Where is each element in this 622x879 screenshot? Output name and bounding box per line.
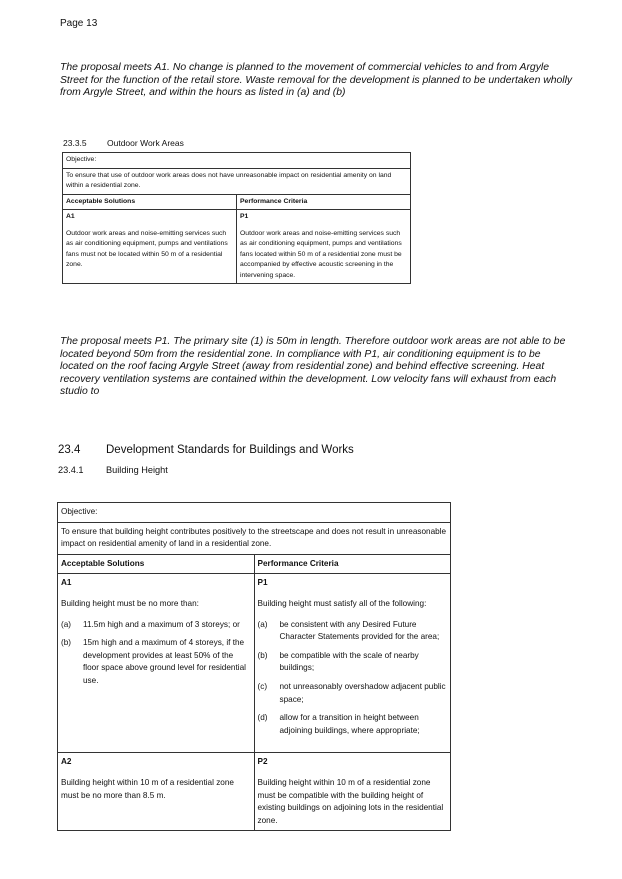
subsection-number: 23.4.1: [58, 465, 84, 475]
performance-criteria-p1: [254, 574, 451, 753]
objective-label-cell: [63, 153, 411, 169]
page-number: Page 13: [60, 18, 98, 29]
outdoor-work-areas-table: [62, 152, 411, 284]
acceptable-solutions-header: Acceptable Solutions: [58, 554, 255, 574]
p1-item-a: (a) be consistent with any Desired Future Character Statements provided for the area;: [257, 619, 440, 642]
a1-item-a: (a) 11.5m high and a maximum of 3 storeys; or: [61, 619, 240, 629]
a2-label: A2: [61, 757, 72, 767]
objective-label: Objective:: [66, 156, 97, 163]
p1-item-c: (c) not unreasonably overshadow adjacent public space;: [257, 681, 446, 704]
performance-criteria-header: Performance Criteria: [254, 554, 451, 574]
section-heading-outdoor-work-areas: [63, 138, 184, 148]
p1-item-b: (b) be compatible with the scale of nearby buildings;: [257, 650, 419, 673]
objective-text: To ensure that use of outdoor work areas does not have unreasonable impact on residential amenity on land within a residential zone.: [66, 171, 392, 189]
performance-criteria-header: Performance Criteria: [237, 194, 411, 210]
building-height-table: [57, 502, 451, 831]
p1-text: Outdoor work areas and noise-emitting services such as air conditioning equipment, pumps and ventilations fans located within 50 m of a residential zone must be accompanied by effective acoustic screening in the intervening space.: [240, 229, 402, 279]
section-heading-development-standards: [58, 444, 354, 456]
section-number: 23.3.5: [63, 138, 87, 148]
section-title: Development Standards for Buildings and Works: [106, 444, 354, 456]
objective-text: To ensure that building height contributes positively to the streetscape and does not result in unreasonable impact on residential amenity of land in a residential zone.: [61, 526, 447, 549]
acceptable-solutions-header: Acceptable Solutions: [63, 194, 237, 210]
acceptable-solution-a2: [58, 753, 255, 831]
p1-item-d: (d) allow for a transition in height between adjoining buildings, where appropriate;: [257, 713, 420, 735]
acceptable-solution-a1: [58, 574, 255, 753]
section-number: 23.4: [58, 444, 81, 456]
a1-intro: Building height must be no more than:: [61, 598, 199, 608]
objective-label: Objective:: [61, 507, 98, 516]
p1-intro: Building height must satisfy all of the following:: [257, 598, 427, 608]
a1-label: A1: [61, 578, 72, 588]
a1-item-b: (b) 15m high and a maximum of 4 storeys, if the development provides at least 50% of the floor space above ground level for residential use.: [61, 638, 246, 685]
p1-label: P1: [257, 578, 268, 588]
acceptable-solution-a1: [63, 210, 237, 284]
p1-label: P1: [240, 213, 249, 220]
a2-text: Building height within 10 m of a residential zone must be no more than 8.5 m.: [61, 777, 234, 800]
performance-criteria-p2: [254, 753, 451, 831]
intro-paragraph: The proposal meets A1. No change is planned to the movement of commercial vehicles to and from Argyle Street for the function of the retail store. Waste removal for the development is planned to be undertaken wholly from Argyle Street, and within the hours as listed in (a) and (b): [60, 62, 573, 99]
objective-text-cell: [58, 522, 451, 554]
subsection-title: Building Height: [106, 465, 168, 475]
p2-label: P2: [257, 757, 268, 767]
p2-text: Building height within 10 m of a residential zone must be compatible with the building height of existing buildings on adjoining lots in the residential zone.: [257, 777, 444, 825]
p1-compliance-paragraph: The proposal meets P1. The primary site (1) is 50m in length. Therefore outdoor work areas are not able to be located beyond 50m from the residential zone. In compliance with P1, air conditioning equipment is to be located on the roof facing Argyle Street (away from residential zone) and behind effective screening. Heat recovery ventilation systems are contained within the development. Low velocity fans will exhaust from each studio to: [60, 336, 566, 398]
a1-text: Outdoor work areas and noise-emitting services such as air conditioning equipment, pumps and ventilations fans must not be located within 50 m of a residential zone.: [66, 229, 228, 268]
objective-label-cell: [58, 503, 451, 523]
section-title: Outdoor Work Areas: [107, 138, 184, 148]
a1-label: A1: [66, 213, 75, 220]
performance-criteria-p1: [237, 210, 411, 284]
objective-text-cell: [63, 168, 411, 194]
subsection-heading-building-height: [58, 465, 168, 475]
